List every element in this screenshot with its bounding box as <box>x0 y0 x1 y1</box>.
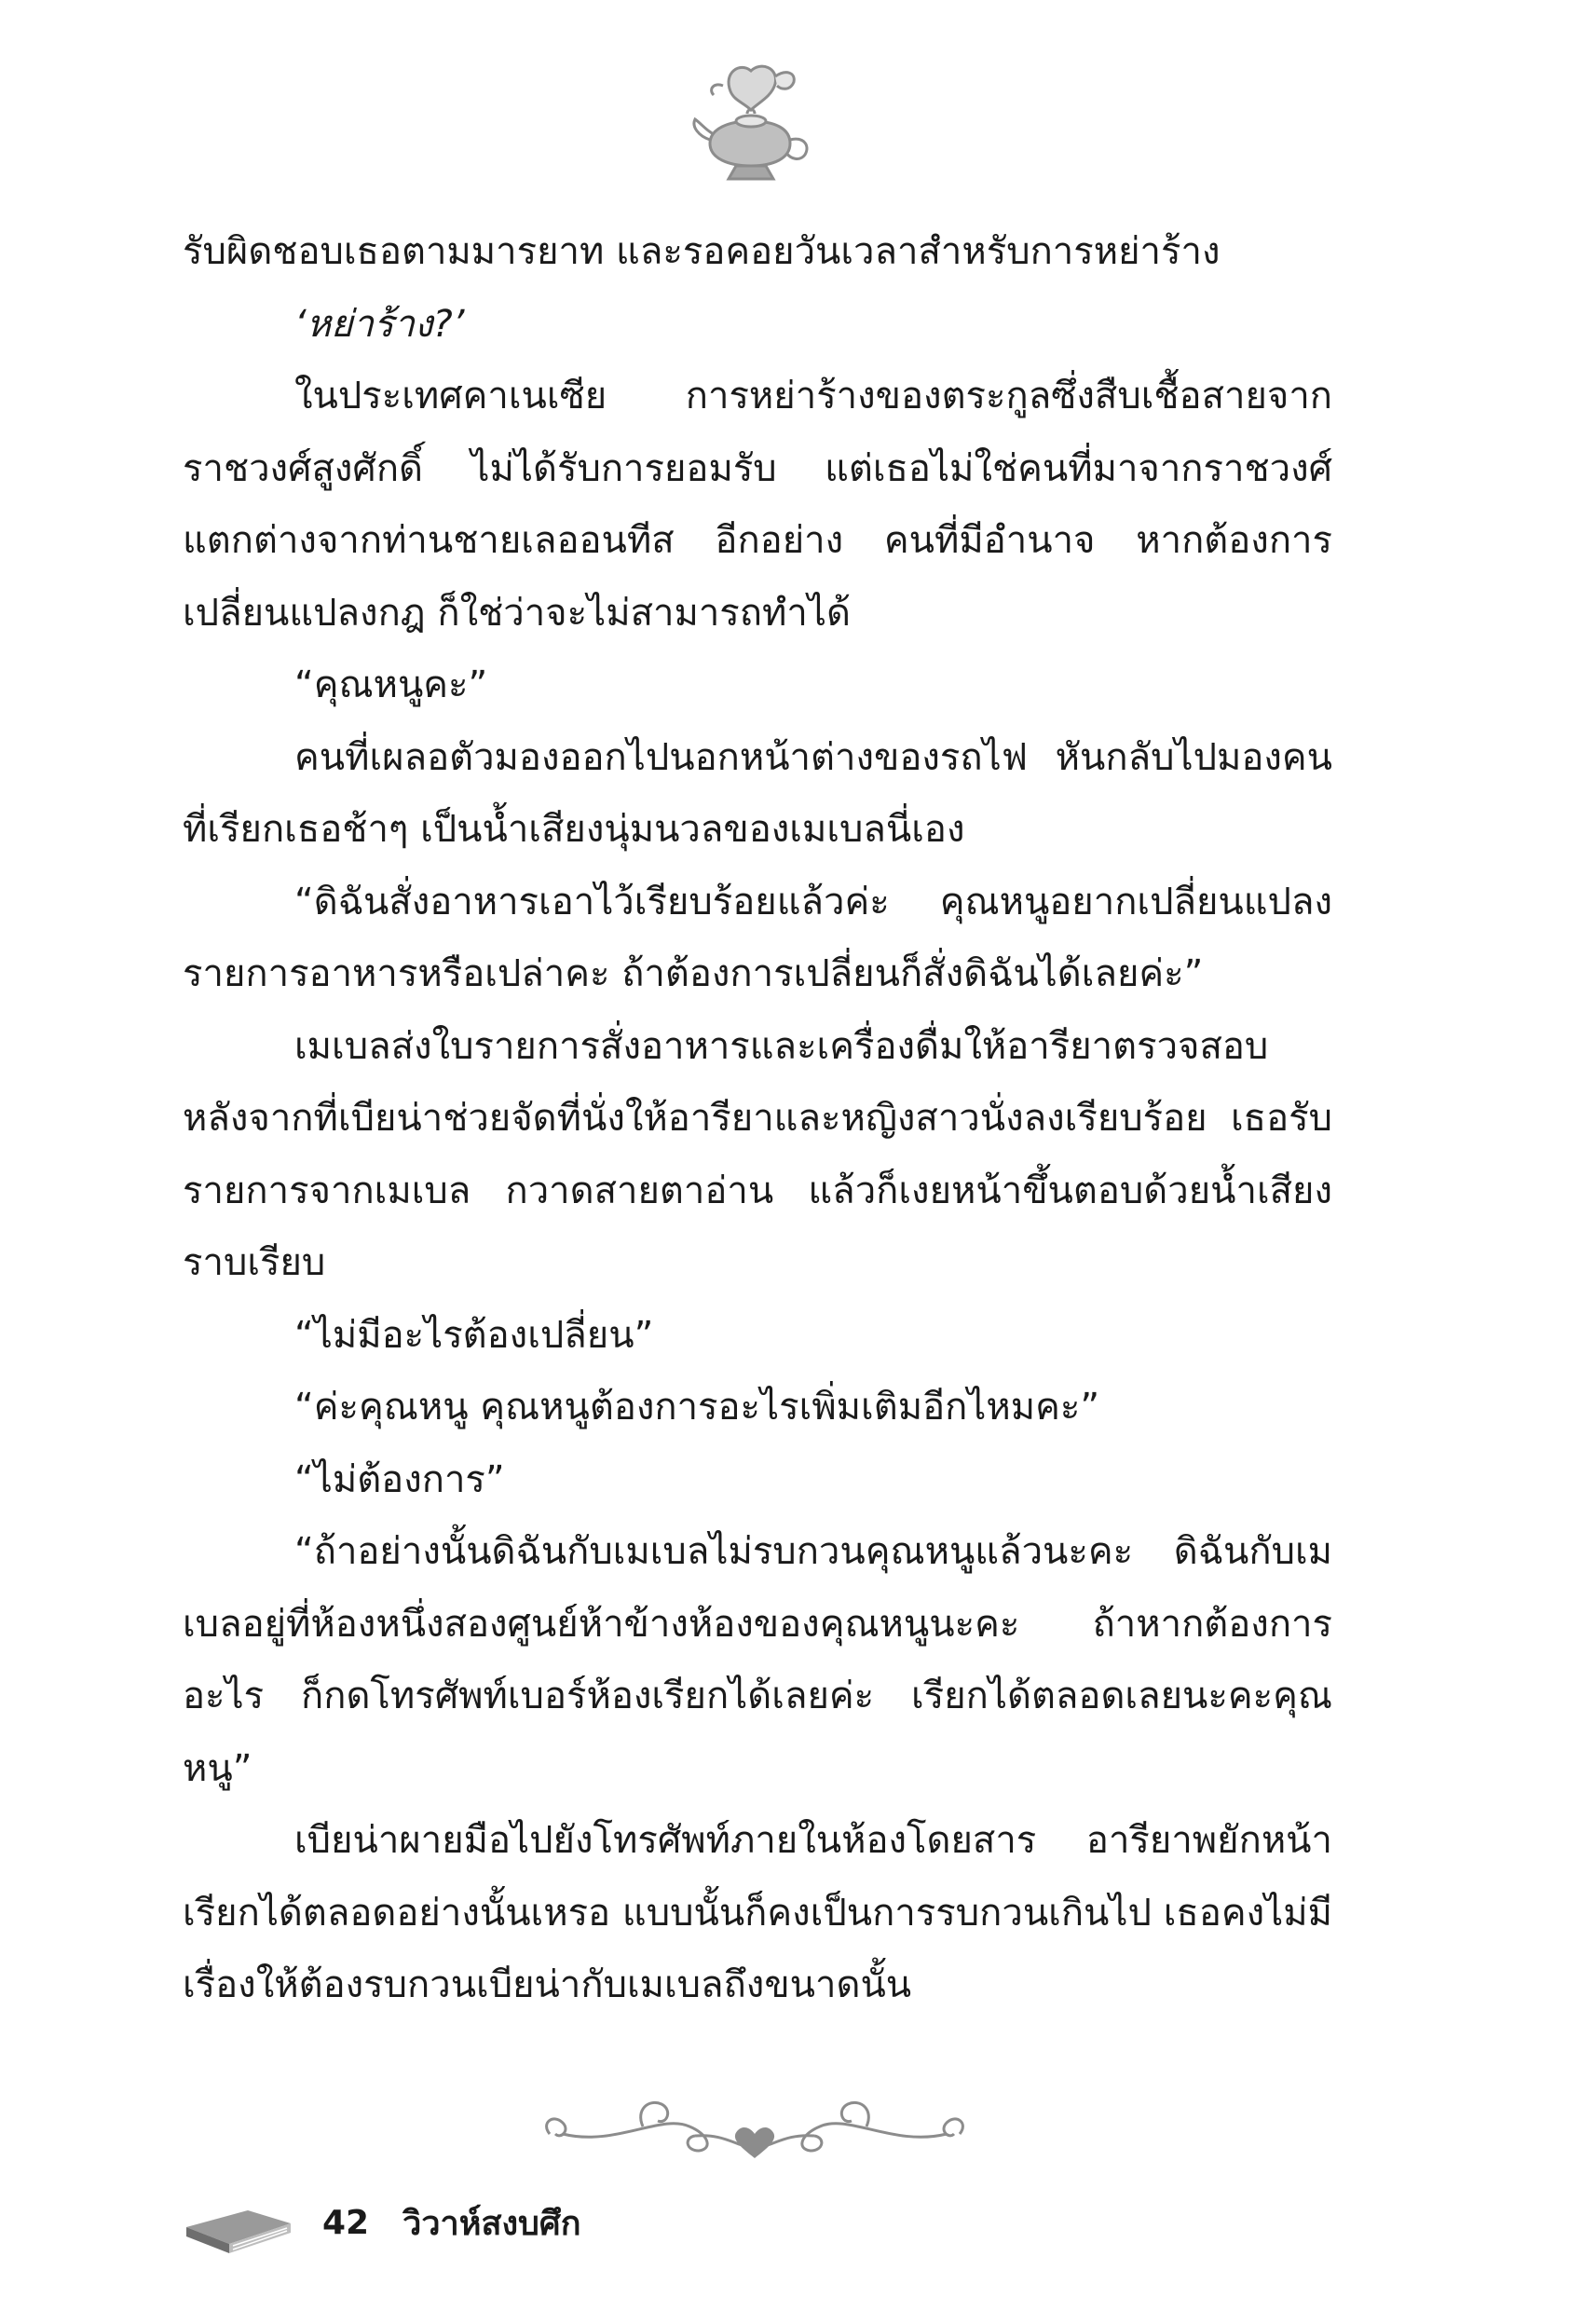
paragraph: “คุณหนูคะ” <box>294 663 488 706</box>
paragraph: ในประเทศคาเนเซีย การหย่าร้างของตระกูลซึ่งสืบเชื้อสายจากราชวงศ์สูงศักดิ์ ไม่ได้รับการยอมรับ แต่เธอไม่ใช่คนที่มาจากราชวงศ์ แตกต่างจากท่านชายเลออนทีส อีกอย่าง คนที่มีอำนาจ หากต้องการเปลี่ยนแปลงกฎ ก็ใช่ว่าจะไม่สามารถทำได้ <box>183 375 1332 635</box>
paragraph: เมเบลส่งใบรายการสั่งอาหารและเครื่องดื่มให้อารียาตรวจสอบ หลังจากที่เบียน่าช่วยจัดที่นั่งให้อารียาและหญิงสาวนั่งลงเรียบร้อย เธอรับรายการจากเมเบล กวาดสายตาอ่าน แล้วก็เงยหน้าขึ้นตอบด้วยน้ำเสียงราบเรียบ <box>183 1024 1332 1284</box>
page-number: 42 <box>322 2203 370 2242</box>
genie-lamp-icon <box>686 54 816 194</box>
body-text <box>183 216 1332 2022</box>
swirl-heart-divider-icon <box>531 2085 978 2169</box>
paragraph: “ถ้าอย่างนั้นดิฉันกับเมเบลไม่รบกวนคุณหนูแล้วนะคะ ดิฉันกับเมเบลอยู่ที่ห้องหนึ่งสองศูนย์ห้าข้างห้องของคุณหนูนะคะ ถ้าหากต้องการอะไร ก็กดโทรศัพท์เบอร์ห้องเรียกได้เลยค่ะ เรียกได้ตลอดเลยนะคะคุณหนู” <box>183 1530 1332 1790</box>
paragraph: เบียน่าผายมือไปยังโทรศัพท์ภายในห้องโดยสาร อารียาพยักหน้า เรียกได้ตลอดอย่างนั้นเหรอ แบบนั้นก็คงเป็นการรบกวนเกินไป เธอคงไม่มีเรื่องให้ต้องรบกวนเบียน่ากับเมเบลถึงขนาดนั้น <box>183 1819 1332 2006</box>
paragraph: ‘หย่าร้าง?’ <box>294 302 465 346</box>
book-icon <box>183 2190 294 2255</box>
page-footer <box>183 2181 581 2264</box>
paragraph: รับผิดชอบเธอตามมารยาท และรอคอยวันเวลาสำหรับการหย่าร้าง <box>183 230 1221 273</box>
paragraph: “ไม่ต้องการ” <box>294 1457 505 1501</box>
paragraph: คนที่เผลอตัวมองออกไปนอกหน้าต่างของรถไฟ หันกลับไปมองคนที่เรียกเธอช้าๆ เป็นน้ำเสียงนุ่มนวลของเมเบลนี่เอง <box>183 735 1332 851</box>
paragraph: “ค่ะคุณหนู คุณหนูต้องการอะไรเพิ่มเติมอีกไหมคะ” <box>294 1386 1100 1429</box>
book-title: วิวาห์สงบศึก <box>402 2204 581 2243</box>
paragraph: “ไม่มีอะไรต้องเปลี่ยน” <box>294 1313 654 1357</box>
paragraph: “ดิฉันสั่งอาหารเอาไว้เรียบร้อยแล้วค่ะ คุณหนูอยากเปลี่ยนแปลงรายการอาหารหรือเปล่าคะ ถ้าต้องการเปลี่ยนก็สั่งดิฉันได้เลยค่ะ” <box>183 880 1332 995</box>
